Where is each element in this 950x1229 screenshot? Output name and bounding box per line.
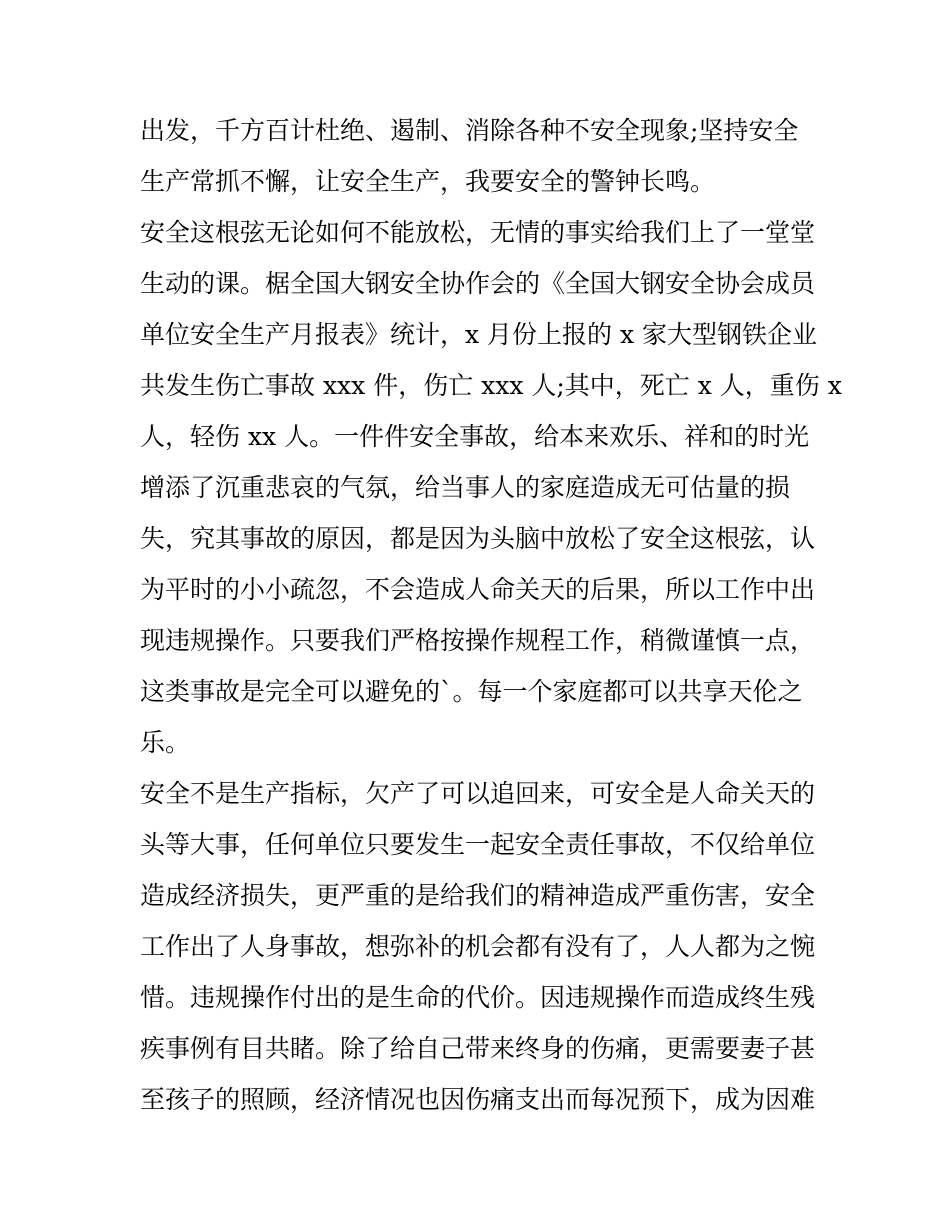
text-line: 现违规操作。只要我们严格按操作规程工作，稍微谨慎一点， (140, 626, 816, 655)
text-line: 安全不是生产指标，欠产了可以追回来，可安全是人命关天的 (140, 779, 816, 808)
text-line: 这类事故是完全可以避免的`。每一个家庭都可以共享天伦之 (140, 677, 803, 706)
text-line: 共发生伤亡事故 xxx 件，伤亡 xxx 人;其中，死亡 x 人，重伤 x (140, 371, 842, 400)
text-line: 惜。违规操作付出的是生命的代价。因违规操作而造成终生残 (140, 983, 816, 1012)
text-line: 生产常抓不懈，让安全生产，我要安全的警钟长鸣。 (140, 167, 716, 196)
text-line: 造成经济损失，更严重的是给我们的精神造成严重伤害，安全 (140, 881, 816, 910)
text-line: 人，轻伤 xx 人。一件件安全事故，给本来欢乐、祥和的时光 (140, 422, 810, 451)
text-line: 安全这根弦无论如何不能放松，无情的事实给我们上了一堂堂 (140, 218, 816, 247)
text-line: 工作出了人身事故，想弥补的机会都有没有了，人人都为之惋 (140, 932, 816, 961)
text-line: 至孩子的照顾，经济情况也因伤痛支出而每况预下，成为因难 (140, 1085, 816, 1114)
text-line: 头等大事，任何单位只要发生一起安全责任事故，不仅给单位 (140, 830, 816, 859)
text-line: 单位安全生产月报表》统计，x 月份上报的 x 家大型钢铁企业 (140, 320, 818, 349)
text-line: 生动的课。椐全国大钢安全协作会的《全国大钢安全协会成员 (140, 269, 816, 298)
text-line: 疾事例有目共睹。除了给自己带来终身的伤痛，更需要妻子甚 (140, 1034, 816, 1063)
text-line: 增添了沉重悲哀的气氛，给当事人的家庭造成无可估量的损 (140, 473, 791, 502)
text-line: 为平时的小小疏忽，不会造成人命关天的后果，所以工作中出 (140, 575, 816, 604)
text-line: 出发，千方百计杜绝、遏制、消除各种不安全现象;坚持安全 (140, 116, 799, 145)
text-line: 失，究其事故的原因，都是因为头脑中放松了安全这根弦，认 (140, 524, 816, 553)
text-line: 乐。 (140, 728, 191, 757)
